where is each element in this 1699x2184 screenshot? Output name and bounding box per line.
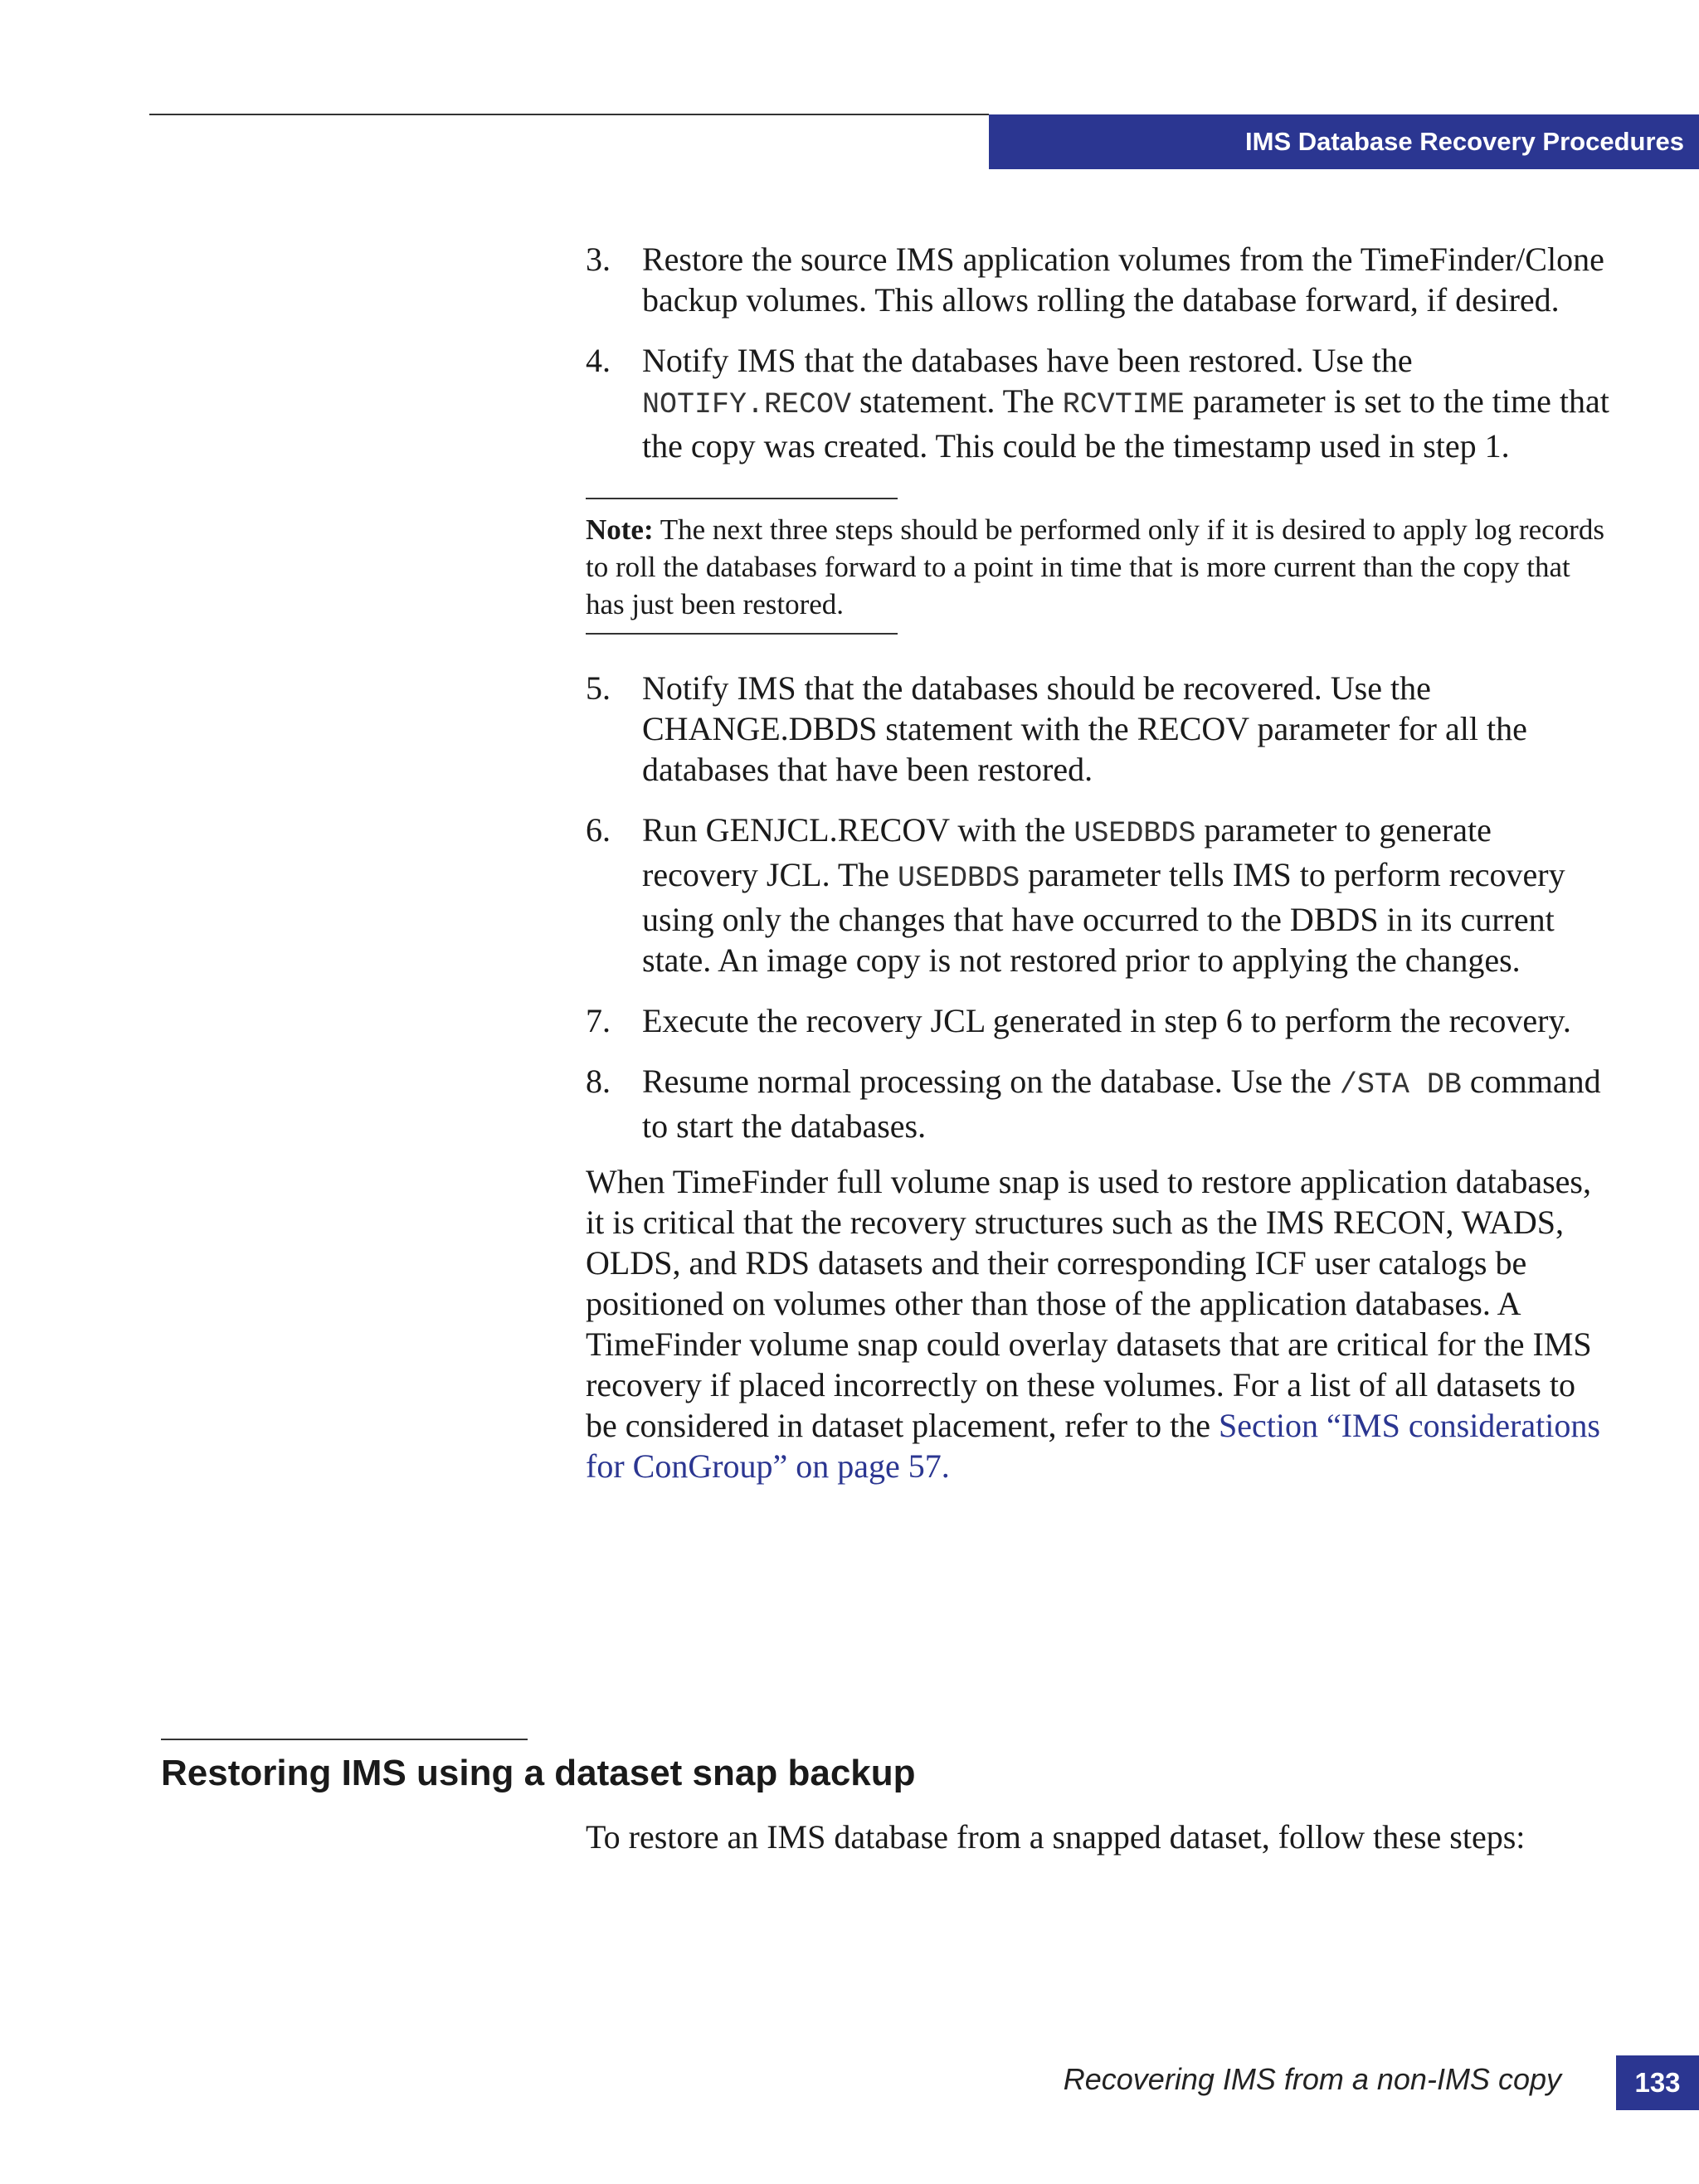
section-rule: [161, 1739, 528, 1740]
section-intro: To restore an IMS database from a snapped dataset, follow these steps:: [586, 1818, 1526, 1856]
step-list-b: [586, 668, 1614, 1146]
body-paragraph: [586, 1161, 1614, 1486]
step-text: Notify IMS that the databases should be recovered. Use the CHANGE.DBDS statement with the RECOV parameter for all the databases that have been restored.: [642, 669, 1527, 788]
step-number: 4.: [586, 342, 611, 379]
paragraph-text: When TimeFinder full volume snap is used to restore application databases, it is critical that the recovery structures such as the IMS RECON, WADS, OLDS, and RDS datasets and their corresponding ICF user catalogs be positioned on volumes other than those of the application databases. A TimeFinder volume snap could overlay datasets that are critical for the IMS recovery if placed incorrectly on these volumes. For a list of all datasets to be considered in dataset placement, refer to the: [586, 1163, 1592, 1444]
step-number: 8.: [586, 1063, 611, 1100]
step-number: 5.: [586, 669, 611, 707]
step-number: 3.: [586, 241, 611, 278]
running-header: [989, 114, 1699, 169]
step-list-a: [586, 239, 1614, 466]
footer-title: Recovering IMS from a non-IMS copy: [1063, 2062, 1561, 2096]
inline-code: USEDBDS: [898, 862, 1020, 895]
inline-code: RCVTIME: [1062, 388, 1185, 421]
step-number: 6.: [586, 811, 611, 849]
header-title: IMS Database Recovery Procedures: [1245, 127, 1684, 156]
list-item: [586, 1061, 1614, 1146]
inline-code: /STA DB: [1339, 1068, 1462, 1102]
step-text: Notify IMS that the databases have been restored. Use the NOTIFY.RECOV statement. The RCVTIME parameter is set to the time that the copy was created. This could be the timestamp used in step 1.: [642, 342, 1609, 465]
list-item: [586, 810, 1614, 980]
note-text: The next three steps should be performed only if it is desired to apply log records to roll the databases forward to a point in time that is more current than the copy that has just been restored.: [586, 513, 1604, 620]
section-heading: Restoring IMS using a dataset snap backup: [161, 1753, 916, 1793]
inline-code: NOTIFY.RECOV: [642, 388, 852, 421]
header-rule: [149, 114, 989, 115]
step-text: Run GENJCL.RECOV with the USEDBDS parameter to generate recovery JCL. The USEDBDS parameter tells IMS to perform recovery using only the changes that have occurred to the DBDS in its current state. An image copy is not restored prior to applying the changes.: [642, 811, 1565, 979]
step-text: Execute the recovery JCL generated in step 6 to perform the recovery.: [642, 1002, 1571, 1039]
step-number: 7.: [586, 1002, 611, 1039]
step-text: Restore the source IMS application volumes from the TimeFinder/Clone backup volumes. This allows rolling the database forward, if desired.: [642, 241, 1604, 319]
list-item: [586, 239, 1614, 320]
list-item: [586, 1000, 1614, 1041]
body-content: [586, 239, 1614, 1486]
paragraph-end: .: [941, 1447, 950, 1485]
cross-reference-link[interactable]: Section “IMS considerations for ConGroup” on page 57: [586, 1407, 1600, 1485]
step-text: Resume normal processing on the database. Use the /STA DB command to start the databases.: [642, 1063, 1601, 1145]
page-number: 133: [1616, 2055, 1699, 2110]
note-box: [586, 499, 1614, 633]
list-item: [586, 340, 1614, 466]
inline-code: USEDBDS: [1073, 817, 1196, 850]
list-item: [586, 668, 1614, 790]
note-label: Note:: [586, 513, 654, 546]
